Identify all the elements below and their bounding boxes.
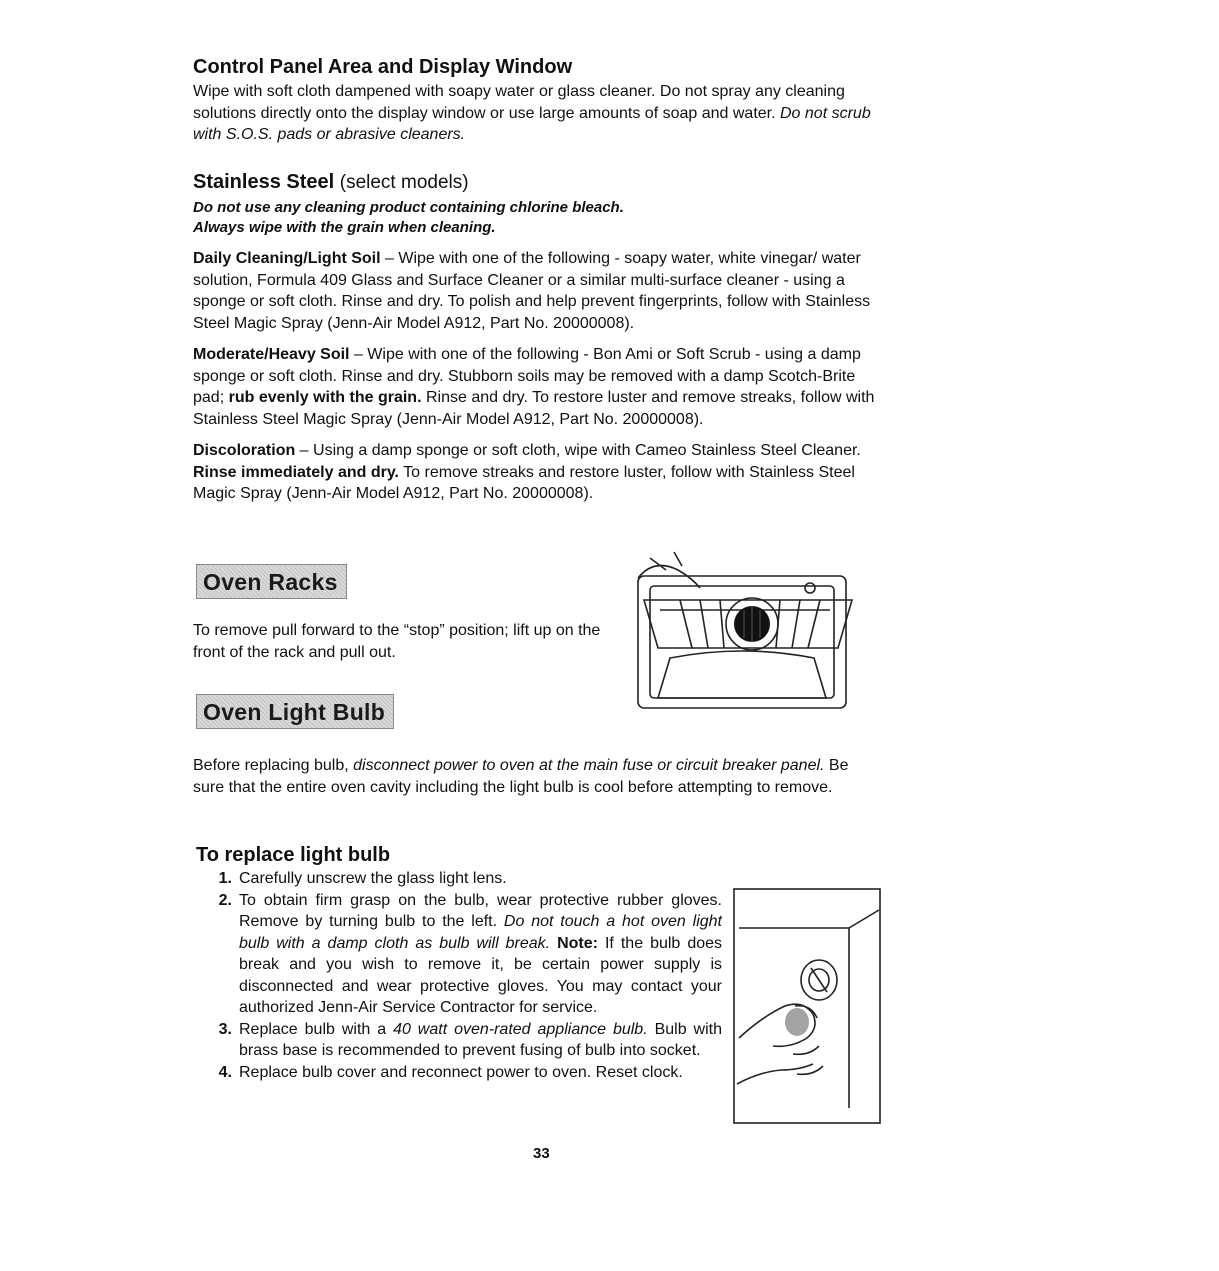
oven-light-caution: disconnect power to oven at the main fuse or circuit breaker panel. (353, 757, 825, 774)
step-number: 3. (218, 1020, 232, 1038)
step-number: 1. (218, 870, 232, 887)
oven-light-text-1: Before replacing bulb, (193, 757, 354, 774)
daily-cleaning-paragraph (193, 248, 883, 334)
discoloration-lead: Discoloration (193, 442, 296, 459)
discoloration-text-2: To remove streaks and restore luster, follow with Stainless Steel Magic Spray (Jenn-Air Model A912, Part No. 20000008). (193, 463, 855, 502)
step-text: Replace bulb cover and reconnect power to oven. Reset clock. (239, 1063, 683, 1081)
stainless-steel-note: (select models) (339, 172, 469, 193)
step-emphasis: 40 watt oven-rated appliance bulb. (393, 1020, 648, 1038)
page-number: 33 (533, 1145, 550, 1162)
list-item (207, 1062, 722, 1084)
step-number: 2. (218, 891, 232, 909)
step-text (239, 1019, 722, 1062)
list-item (207, 890, 722, 1019)
list-item (207, 1019, 722, 1062)
discoloration-paragraph (193, 440, 883, 505)
daily-cleaning-lead: Daily Cleaning/Light Soil (193, 250, 381, 267)
discoloration-emphasis: Rinse immediately and dry. (193, 463, 399, 481)
control-panel-body: Wipe with soft cloth dampened with soapy water or glass cleaner. Do not spray any cleaning solutions directly onto the display window or use large amounts of soap and water. (193, 83, 845, 122)
control-panel-caution: Do not scrub with S.O.S. pads or abrasive cleaners. (193, 104, 871, 143)
light-bulb-illustration (733, 888, 881, 1124)
daily-cleaning-text: – Wipe with one of the following - soapy water, white vinegar/ water solution, Formula 409 Glass and Surface Cleaner or a similar multi-surface cleaner - using a sponge or soft cloth. Rinse and dry. To polish and help prevent fingerprints, follow with Stainless Steel Magic Spray (Jenn-Air Model A912, Part No. 20000008). (193, 250, 871, 332)
replace-bulb-heading: To replace light bulb (196, 844, 391, 866)
chlorine-warning: Do not use any cleaning product containing chlorine bleach. (193, 199, 624, 216)
step-text-part: If the bulb does break and you wish to remove it, be certain power supply is disconnected and wear protective gloves. You may contact your authorized Jenn-Air Service Contractor for service. (239, 934, 723, 1016)
oven-rack-illustration (630, 548, 862, 716)
step-note-label: Note: (550, 934, 598, 952)
control-panel-text (193, 81, 883, 146)
discoloration-text-1: – Using a damp sponge or soft cloth, wipe with Cameo Stainless Steel Cleaner. (295, 442, 861, 459)
moderate-soil-text-1: – Wipe with one of the following - Bon Ami or Soft Scrub - using a damp sponge or soft cloth. Rinse and dry. Stubborn soils may be removed with a damp Scotch-Brite pad; (193, 346, 861, 406)
grain-warning: Always wipe with the grain when cleaning. (193, 219, 496, 236)
stainless-steel-title: Stainless Steel (193, 171, 335, 193)
oven-racks-text: To remove pull forward to the “stop” position; lift up on the front of the rack and pull out. (193, 622, 601, 661)
moderate-soil-emphasis: rub evenly with the grain. (228, 389, 422, 406)
oven-light-bulb-banner: Oven Light Bulb (196, 694, 394, 729)
moderate-soil-paragraph (193, 344, 883, 430)
moderate-soil-text-2: Rinse and dry. To restore luster and remove streaks, follow with Stainless Steel Magic Spray (Jenn-Air Model A912, Part No. 20000008). (193, 389, 875, 428)
list-item (207, 868, 722, 890)
step-text: Carefully unscrew the glass light lens. (239, 870, 507, 887)
step-text-part: To obtain firm grasp on the bulb, wear protective rubber gloves. Remove by turning bulb to the left. (239, 891, 722, 930)
replace-bulb-steps (207, 868, 722, 1083)
step-caution: Do not touch a hot oven light bulb with a damp cloth as bulb will break. (239, 913, 722, 952)
step-text-part: Replace bulb with a (239, 1020, 394, 1038)
step-text (239, 890, 722, 1019)
stainless-steel-heading (193, 170, 883, 195)
stainless-steel-section (193, 170, 883, 505)
oven-light-text-2: Be sure that the entire oven cavity including the light bulb is cool before attempting to remove. (193, 757, 849, 796)
moderate-soil-lead: Moderate/Heavy Soil (193, 346, 350, 363)
step-text-part: Bulb with brass base is recommended to prevent fusing of bulb into socket. (239, 1020, 722, 1059)
control-panel-heading: Control Panel Area and Display Window (193, 56, 573, 78)
oven-racks-banner: Oven Racks (196, 564, 347, 599)
step-number: 4. (218, 1063, 232, 1081)
oven-light-text (193, 755, 883, 798)
control-panel-section (193, 55, 883, 146)
